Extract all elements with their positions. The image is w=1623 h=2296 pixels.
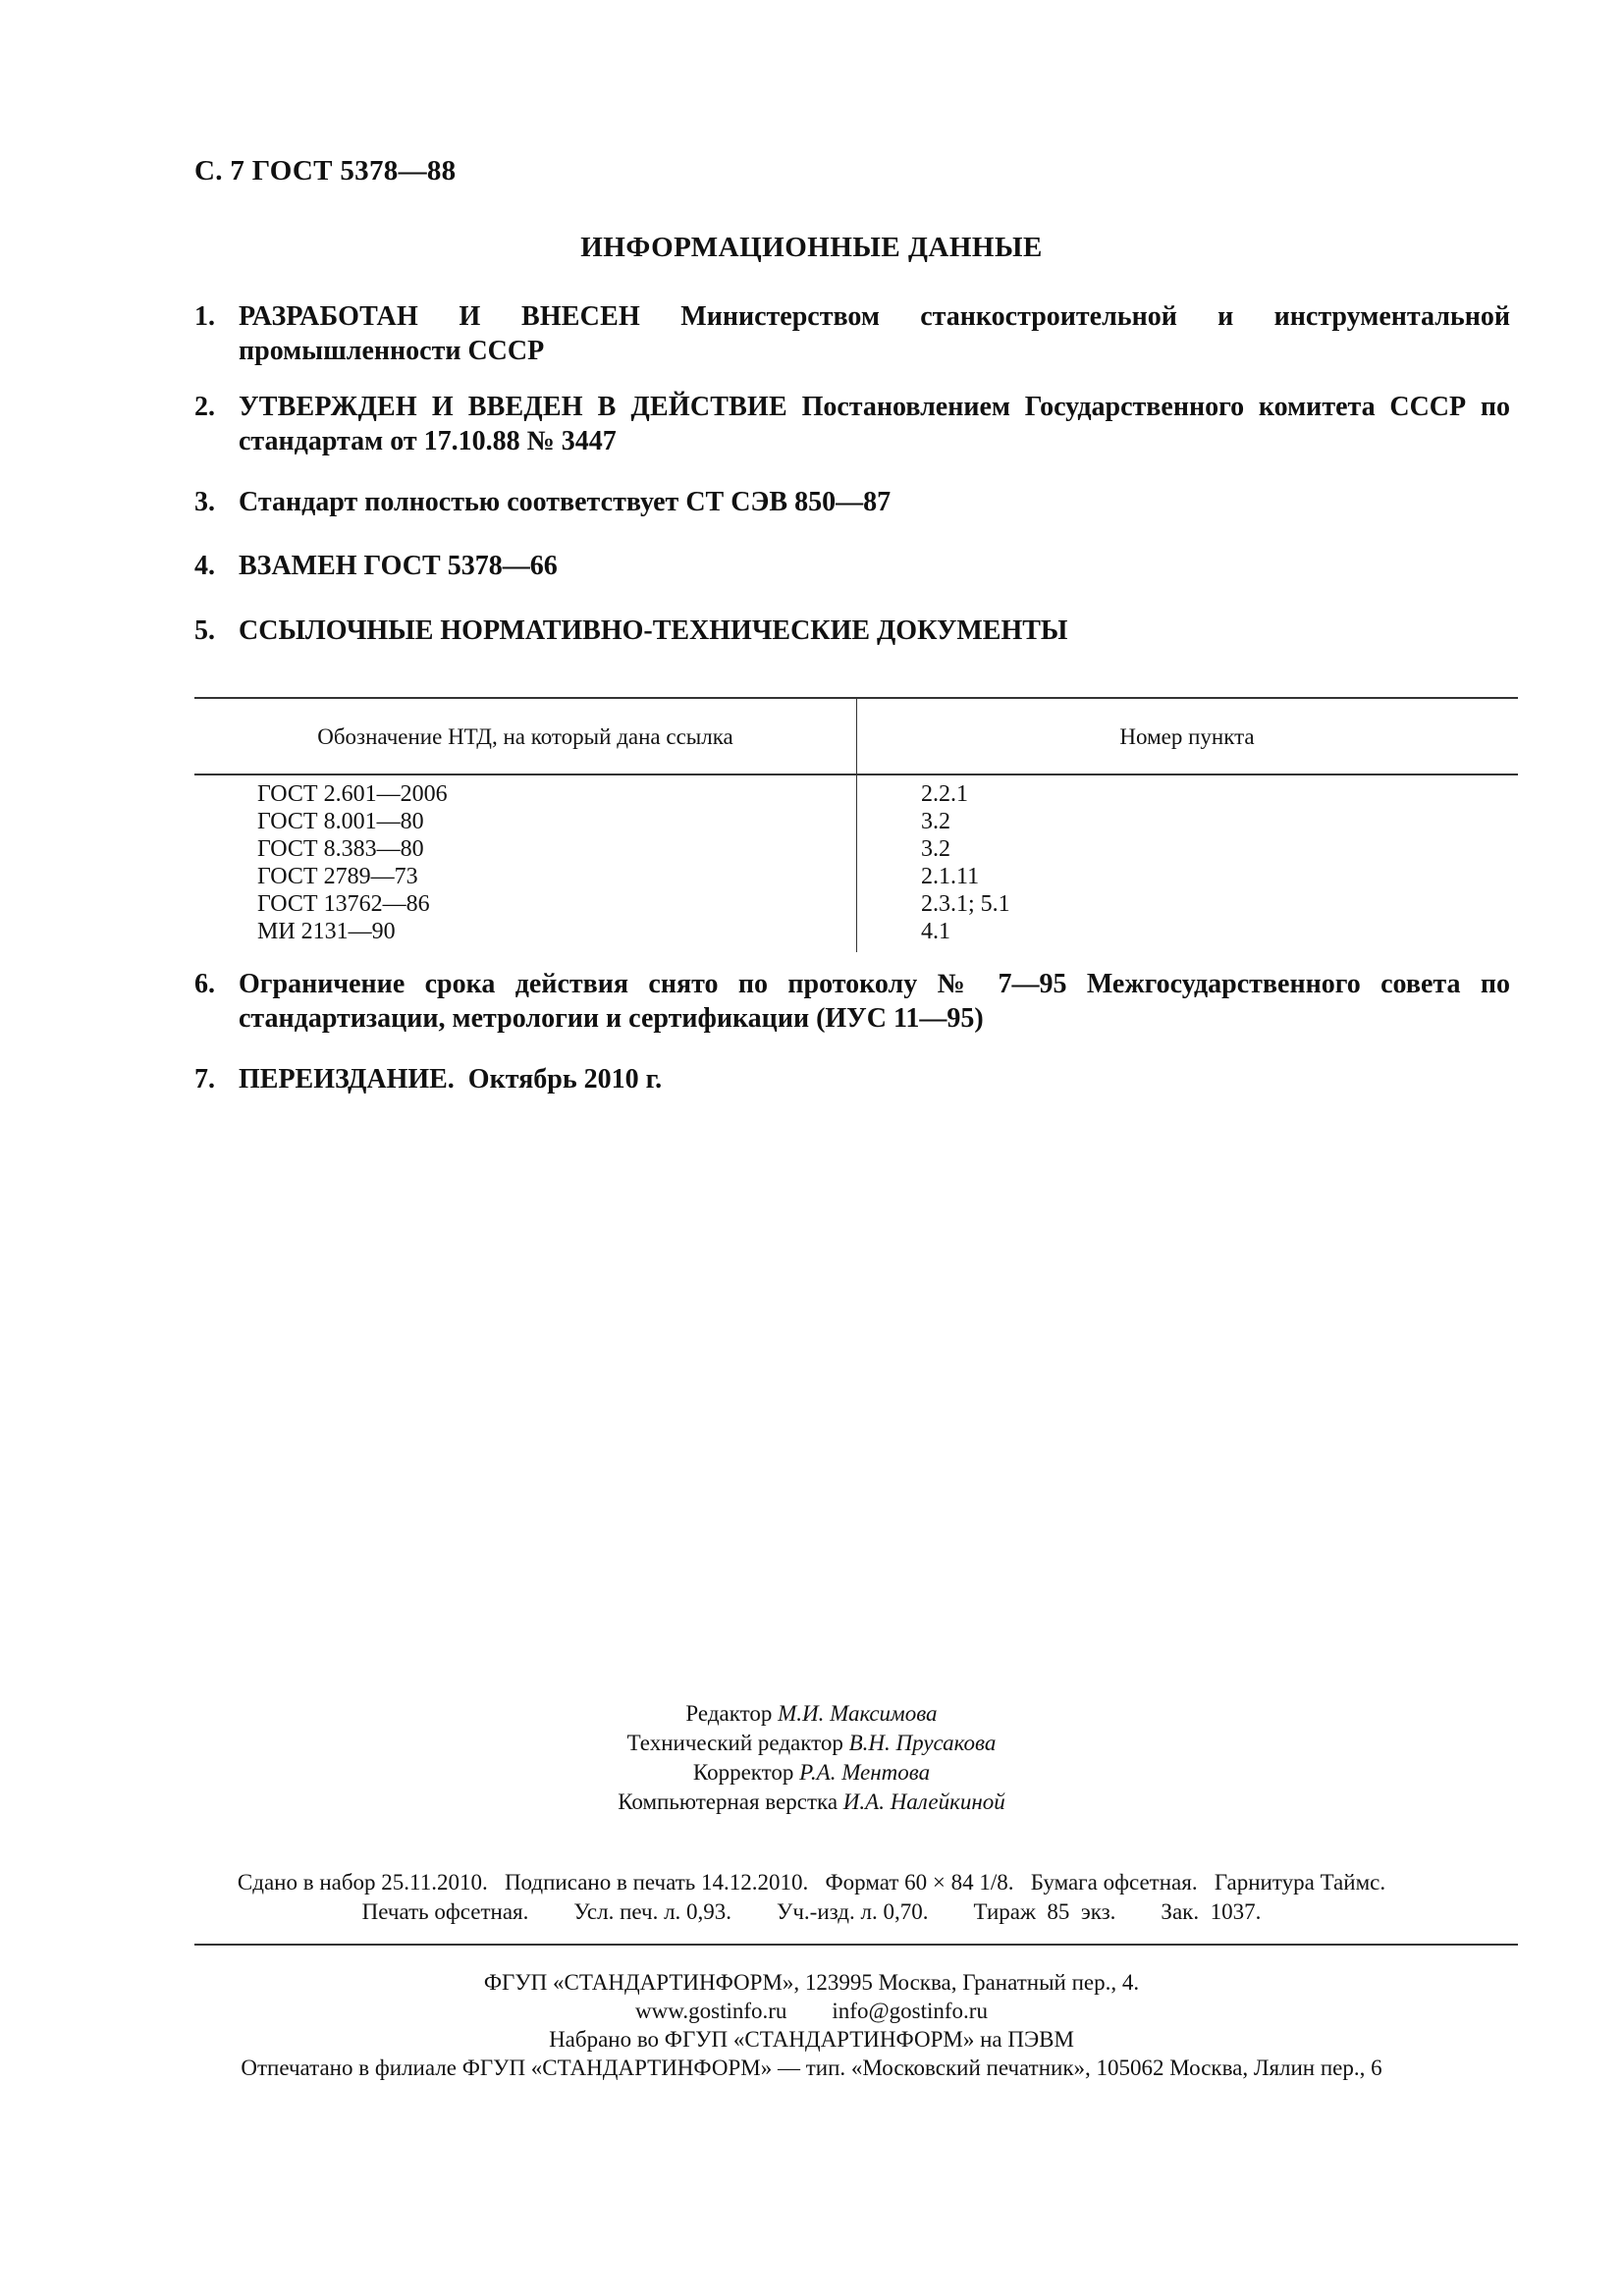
publisher-info <box>0 1968 1623 2082</box>
table-cell-clause: 4.1 <box>921 919 950 944</box>
item-text: ПЕРЕИЗДАНИЕ. Октябрь 2010 г. <box>239 1064 663 1095</box>
credit-name: И.А. Налейкиной <box>842 1789 1005 1814</box>
table-row <box>194 808 1518 835</box>
item-text: Ограничение срока действия снято по протоколу № 7—95 Межгосударственного совета по стандартизации, метрологии и сертификации (ИУС 11—95) <box>239 969 1510 1034</box>
credit-role: Редактор <box>685 1701 773 1726</box>
item-text: Стандарт полностью соответствует СТ СЭВ 850—87 <box>239 487 892 517</box>
table-row <box>194 918 1518 945</box>
item-text: ВЗАМЕН ГОСТ 5378—66 <box>239 551 558 581</box>
info-item-6 <box>194 967 1510 1036</box>
credit-role: Технический редактор <box>626 1731 843 1755</box>
item-number: 3. <box>194 487 215 517</box>
info-item-4 <box>194 549 1510 583</box>
table-cell-designation: МИ 2131—90 <box>257 919 396 944</box>
info-item-2 <box>194 390 1510 458</box>
item-number: 6. <box>194 969 215 999</box>
item-number: 4. <box>194 551 215 581</box>
table-cell-designation: ГОСТ 13762—86 <box>257 891 430 917</box>
credit-name: Р.А. Ментова <box>799 1760 931 1785</box>
section-title: ИНФОРМАЦИОННЫЕ ДАННЫЕ <box>580 232 1043 263</box>
info-item-7 <box>194 1062 1510 1096</box>
table-cell-clause: 2.1.11 <box>921 864 980 889</box>
table-cell-clause: 3.2 <box>921 809 950 834</box>
credit-role: Компьютерная верстка <box>618 1789 839 1814</box>
publisher-web-line: www.gostinfo.ru info@gostinfo.ru <box>635 1999 988 2023</box>
table-row <box>194 835 1518 863</box>
credit-name: В.Н. Прусакова <box>848 1731 997 1755</box>
item-lead: РАЗРАБОТАН И ВНЕСЕН <box>239 301 640 332</box>
table-header-designation: Обозначение НТД, на который дана ссылка <box>317 724 733 749</box>
credit-line <box>0 1758 1623 1788</box>
publisher-line: Набрано во ФГУП «СТАНДАРТИНФОРМ» на ПЭВМ <box>549 2027 1074 2052</box>
table-row <box>194 863 1518 890</box>
editorial-credits <box>0 1699 1623 1817</box>
publisher-line: Отпечатано в филиале ФГУП «СТАНДАРТИНФОРМ» — тип. «Московский печатник», 105062 Москва, Лялин пер., 6 <box>241 2056 1382 2080</box>
credit-line <box>0 1729 1623 1758</box>
credit-line <box>0 1788 1623 1817</box>
item-text <box>239 299 1510 368</box>
table-row <box>194 890 1518 918</box>
print-info <box>0 1868 1623 1927</box>
table-cell-designation: ГОСТ 2789—73 <box>257 864 418 889</box>
info-item-3 <box>194 485 1510 519</box>
table-cell-designation: ГОСТ 8.001—80 <box>257 809 424 834</box>
footer-rule <box>194 1944 1518 1946</box>
item-body: Министерством станкостроительной и инструментальной промышленности СССР <box>239 301 1510 366</box>
credit-role: Корректор <box>692 1760 794 1785</box>
item-text: ССЫЛОЧНЫЕ НОРМАТИВНО-ТЕХНИЧЕСКИЕ ДОКУМЕНТЫ <box>239 615 1068 646</box>
table-cell-clause: 2.3.1; 5.1 <box>921 891 1010 917</box>
publisher-line: ФГУП «СТАНДАРТИНФОРМ», 123995 Москва, Гранатный пер., 4. <box>483 1970 1140 1995</box>
item-number: 1. <box>194 301 215 332</box>
reference-documents-table <box>194 697 1518 952</box>
info-item-1 <box>194 299 1510 368</box>
table-body <box>194 780 1518 945</box>
table-header-clause: Номер пункта <box>1119 724 1255 749</box>
item-body: Постановлением Государственного комитета СССР по стандартам от 17.10.88 № 3447 <box>239 392 1510 456</box>
item-number: 7. <box>194 1064 215 1095</box>
item-lead: УТВЕРЖДЕН И ВВЕДЕН В ДЕЙСТВИЕ <box>239 392 787 422</box>
print-info-line: Печать офсетная. Усл. печ. л. 0,93. Уч.-изд. л. 0,70. Тираж 85 экз. Зак. 1037. <box>361 1899 1262 1924</box>
credit-line <box>0 1699 1623 1729</box>
credit-name: М.И. Максимова <box>778 1701 938 1726</box>
table-row <box>194 780 1518 808</box>
info-item-5 <box>194 614 1510 648</box>
table-cell-designation: ГОСТ 8.383—80 <box>257 836 424 862</box>
page-header: С. 7 ГОСТ 5378—88 <box>194 155 457 187</box>
print-info-line: Сдано в набор 25.11.2010. Подписано в печать 14.12.2010. Формат 60 × 84 1/8. Бумага офсетная. Гарнитура Таймс. <box>237 1870 1386 1895</box>
table-cell-clause: 3.2 <box>921 836 950 862</box>
table-cell-designation: ГОСТ 2.601—2006 <box>257 781 448 807</box>
item-number: 5. <box>194 615 215 646</box>
item-text <box>239 390 1510 458</box>
item-number: 2. <box>194 392 215 422</box>
table-cell-clause: 2.2.1 <box>921 781 968 807</box>
